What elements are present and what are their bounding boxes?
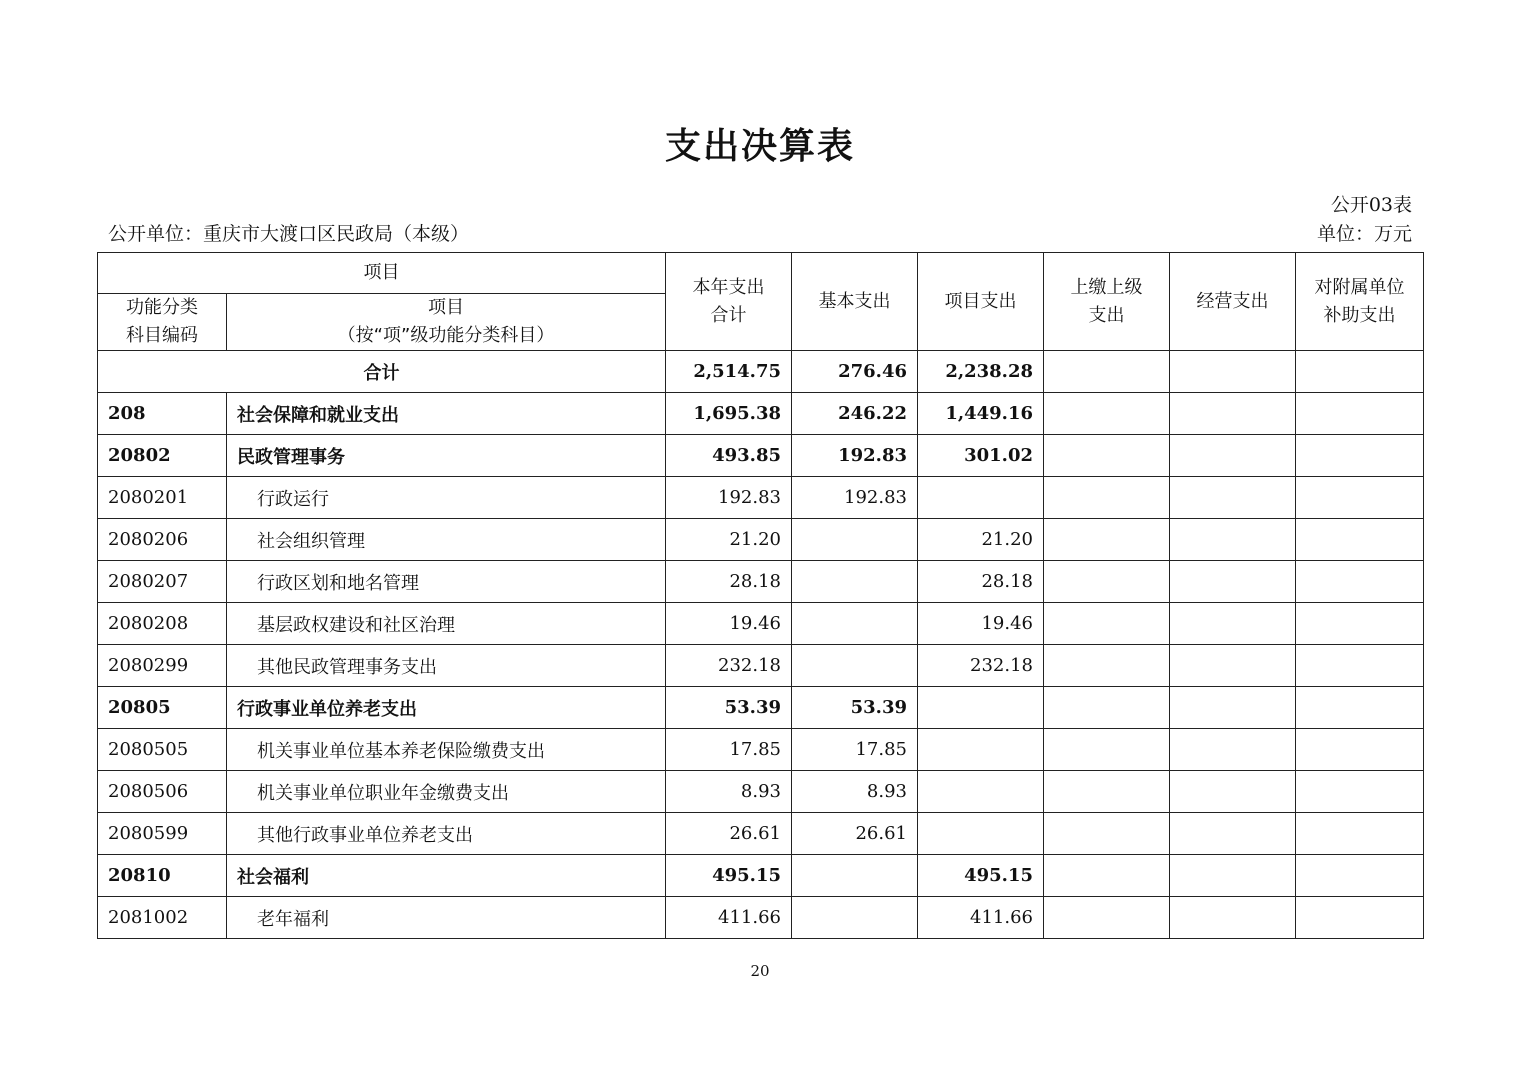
row-project-value: 19.46 xyxy=(918,603,1044,645)
table-row xyxy=(98,813,1424,855)
header-basic: 基本支出 xyxy=(792,253,918,351)
row-upper-value xyxy=(1044,519,1170,561)
row-subsidy-value xyxy=(1296,561,1424,603)
table-row xyxy=(98,855,1424,897)
row-name: 其他民政管理事务支出 xyxy=(227,645,666,687)
row-business-value xyxy=(1170,855,1296,897)
row-subsidy-value xyxy=(1296,897,1424,939)
row-project-value xyxy=(918,813,1044,855)
row-total-value: 8.93 xyxy=(666,771,792,813)
header-business: 经营支出 xyxy=(1170,253,1296,351)
total-row xyxy=(98,351,1424,393)
row-name: 行政事业单位养老支出 xyxy=(227,687,666,729)
row-upper-value xyxy=(1044,771,1170,813)
page-number: 20 xyxy=(750,962,770,980)
row-project-value: 21.20 xyxy=(918,519,1044,561)
row-code: 2080207 xyxy=(98,561,227,603)
row-business-value xyxy=(1170,729,1296,771)
row-code: 2080505 xyxy=(98,729,227,771)
reporting-unit: 公开单位：重庆市大渡口区民政局（本级） xyxy=(108,223,470,245)
row-project-value: 1,449.16 xyxy=(918,393,1044,435)
header-item: 项目 xyxy=(98,253,666,294)
row-upper-value xyxy=(1044,813,1170,855)
row-code: 2080208 xyxy=(98,603,227,645)
row-subsidy-value xyxy=(1296,435,1424,477)
row-basic-value xyxy=(792,519,918,561)
row-total-value: 411.66 xyxy=(666,897,792,939)
basic-value: 276.46 xyxy=(792,351,918,393)
row-code: 2080201 xyxy=(98,477,227,519)
row-name: 行政区划和地名管理 xyxy=(227,561,666,603)
row-name: 机关事业单位基本养老保险缴费支出 xyxy=(227,729,666,771)
row-code: 2081002 xyxy=(98,897,227,939)
row-project-value: 232.18 xyxy=(918,645,1044,687)
row-basic-value: 8.93 xyxy=(792,771,918,813)
row-basic-value: 192.83 xyxy=(792,477,918,519)
row-subsidy-value xyxy=(1296,477,1424,519)
row-total-value: 495.15 xyxy=(666,855,792,897)
header-upper: 上缴上级 支出 xyxy=(1044,253,1170,351)
row-code: 2080599 xyxy=(98,813,227,855)
currency-unit: 单位：万元 xyxy=(1316,223,1412,245)
row-total-value: 21.20 xyxy=(666,519,792,561)
row-code: 20802 xyxy=(98,435,227,477)
subsidy-value xyxy=(1296,351,1424,393)
row-upper-value xyxy=(1044,561,1170,603)
header-subsidy: 对附属单位 补助支出 xyxy=(1296,253,1424,351)
row-project-value xyxy=(918,729,1044,771)
table-row xyxy=(98,897,1424,939)
row-project-value: 301.02 xyxy=(918,435,1044,477)
table-row xyxy=(98,687,1424,729)
row-basic-value xyxy=(792,561,918,603)
row-business-value xyxy=(1170,645,1296,687)
row-upper-value xyxy=(1044,687,1170,729)
row-upper-value xyxy=(1044,603,1170,645)
row-code: 20805 xyxy=(98,687,227,729)
table-row xyxy=(98,393,1424,435)
row-total-value: 232.18 xyxy=(666,645,792,687)
header-total: 本年支出 合计 xyxy=(666,253,792,351)
row-name: 基层政权建设和社区治理 xyxy=(227,603,666,645)
row-project-value xyxy=(918,477,1044,519)
header-project: 项目支出 xyxy=(918,253,1044,351)
row-subsidy-value xyxy=(1296,729,1424,771)
header-name: 项目 （按“项”级功能分类科目） xyxy=(227,294,666,351)
row-name: 行政运行 xyxy=(227,477,666,519)
row-code: 2080299 xyxy=(98,645,227,687)
row-name: 社会组织管理 xyxy=(227,519,666,561)
row-total-value: 17.85 xyxy=(666,729,792,771)
row-basic-value: 192.83 xyxy=(792,435,918,477)
table-row xyxy=(98,477,1424,519)
row-upper-value xyxy=(1044,435,1170,477)
row-business-value xyxy=(1170,519,1296,561)
row-total-value: 26.61 xyxy=(666,813,792,855)
row-code: 2080506 xyxy=(98,771,227,813)
expenditure-table xyxy=(97,252,1424,939)
row-basic-value xyxy=(792,645,918,687)
row-basic-value: 17.85 xyxy=(792,729,918,771)
row-name: 社会保障和就业支出 xyxy=(227,393,666,435)
row-basic-value xyxy=(792,897,918,939)
row-subsidy-value xyxy=(1296,645,1424,687)
row-total-value: 493.85 xyxy=(666,435,792,477)
total-value: 2,514.75 xyxy=(666,351,792,393)
row-subsidy-value xyxy=(1296,519,1424,561)
table-row xyxy=(98,603,1424,645)
row-subsidy-value xyxy=(1296,603,1424,645)
row-business-value xyxy=(1170,561,1296,603)
row-business-value xyxy=(1170,477,1296,519)
row-total-value: 192.83 xyxy=(666,477,792,519)
row-business-value xyxy=(1170,687,1296,729)
row-business-value xyxy=(1170,771,1296,813)
row-upper-value xyxy=(1044,855,1170,897)
row-name: 机关事业单位职业年金缴费支出 xyxy=(227,771,666,813)
table-row xyxy=(98,561,1424,603)
row-code: 20810 xyxy=(98,855,227,897)
row-name: 社会福利 xyxy=(227,855,666,897)
row-subsidy-value xyxy=(1296,813,1424,855)
table-row xyxy=(98,729,1424,771)
row-basic-value xyxy=(792,603,918,645)
row-business-value xyxy=(1170,897,1296,939)
row-business-value xyxy=(1170,393,1296,435)
row-total-value: 53.39 xyxy=(666,687,792,729)
row-total-value: 28.18 xyxy=(666,561,792,603)
row-upper-value xyxy=(1044,393,1170,435)
row-code: 208 xyxy=(98,393,227,435)
row-subsidy-value xyxy=(1296,771,1424,813)
table-row xyxy=(98,645,1424,687)
row-basic-value: 53.39 xyxy=(792,687,918,729)
row-name: 老年福利 xyxy=(227,897,666,939)
project-value: 2,238.28 xyxy=(918,351,1044,393)
row-basic-value: 246.22 xyxy=(792,393,918,435)
row-upper-value xyxy=(1044,729,1170,771)
row-upper-value xyxy=(1044,477,1170,519)
row-subsidy-value xyxy=(1296,855,1424,897)
row-total-value: 1,695.38 xyxy=(666,393,792,435)
row-business-value xyxy=(1170,435,1296,477)
row-basic-value: 26.61 xyxy=(792,813,918,855)
table-row xyxy=(98,435,1424,477)
row-total-value: 19.46 xyxy=(666,603,792,645)
row-project-value xyxy=(918,687,1044,729)
table-row xyxy=(98,771,1424,813)
row-project-value: 28.18 xyxy=(918,561,1044,603)
page-title: 支出决算表 xyxy=(664,126,855,167)
row-upper-value xyxy=(1044,897,1170,939)
row-business-value xyxy=(1170,813,1296,855)
row-subsidy-value xyxy=(1296,687,1424,729)
table-number: 公开03表 xyxy=(1330,194,1412,216)
upper-value xyxy=(1044,351,1170,393)
row-name: 民政管理事务 xyxy=(227,435,666,477)
row-basic-value xyxy=(792,855,918,897)
row-project-value: 411.66 xyxy=(918,897,1044,939)
row-project-value xyxy=(918,771,1044,813)
business-value xyxy=(1170,351,1296,393)
row-name: 其他行政事业单位养老支出 xyxy=(227,813,666,855)
row-subsidy-value xyxy=(1296,393,1424,435)
row-code: 2080206 xyxy=(98,519,227,561)
row-upper-value xyxy=(1044,645,1170,687)
table-row xyxy=(98,519,1424,561)
row-business-value xyxy=(1170,603,1296,645)
row-project-value: 495.15 xyxy=(918,855,1044,897)
total-label: 合计 xyxy=(98,351,666,393)
header-code: 功能分类 科目编码 xyxy=(98,294,227,351)
